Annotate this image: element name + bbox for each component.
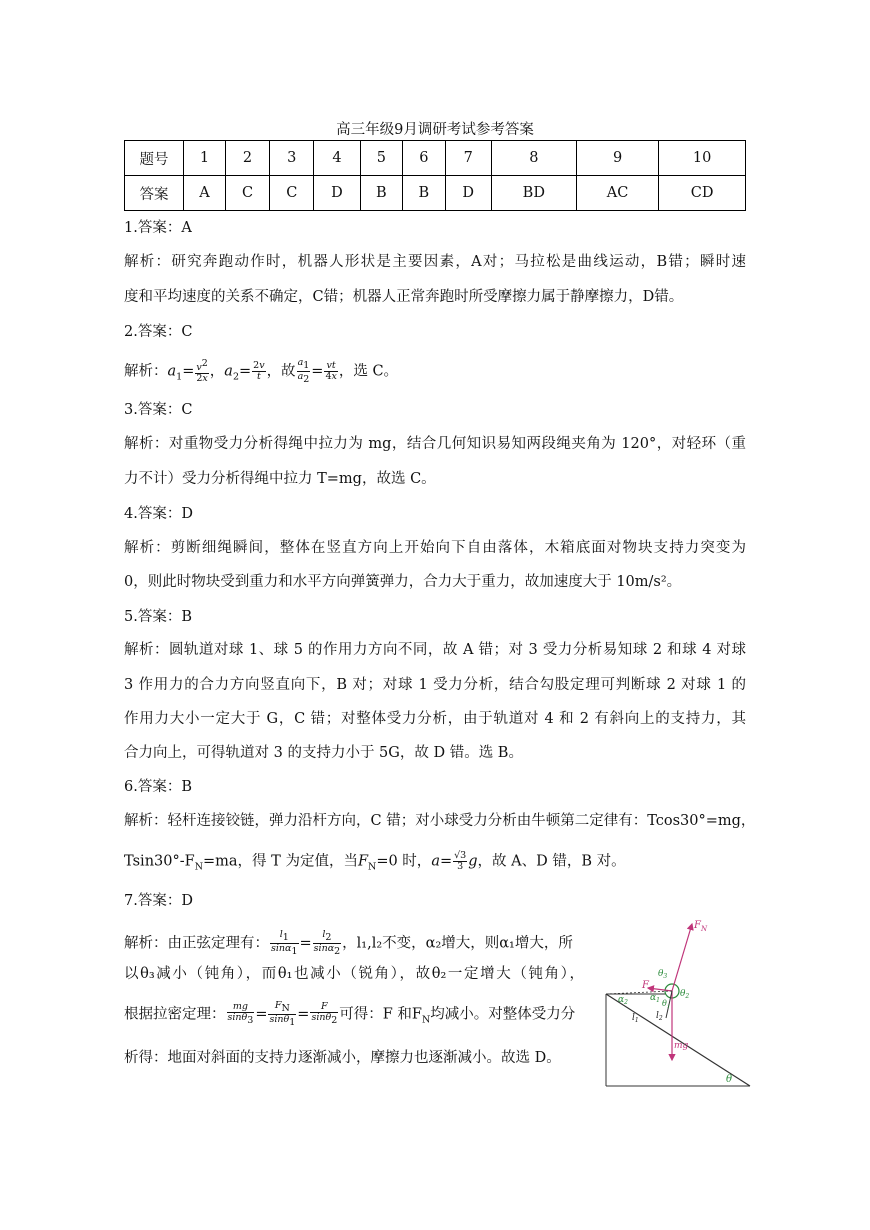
q7-explanation-line: 根据拉密定理： $\frac{mg}{\sin\theta_3}$ = $\frac{F_N}{\sin\theta_1}$ = $\frac{F}{\sin\theta_2}$ 可得：F 和$F_N$均减小。对整体受力分 bbox=[124, 1000, 576, 1028]
q2-prefix: 解析： bbox=[124, 363, 168, 380]
formula-fraction: $\frac{√3}{3}$ bbox=[454, 850, 467, 872]
q7-line1-part: 解析：由正弦定理有： bbox=[124, 935, 269, 952]
q5-explanation-line: 合力向上，可得轨道对 3 的支持力小于 5G，故 D 错。选 B。 bbox=[124, 745, 523, 761]
label-theta2: $\theta_2$ bbox=[680, 989, 690, 1000]
q6-line2-part: ，故 A、D 错，B 对。 bbox=[477, 853, 626, 870]
table-cell: C bbox=[225, 176, 269, 211]
formula-fraction: $\frac{vt}{4x}$ bbox=[325, 359, 337, 382]
q7-force-diagram bbox=[600, 910, 760, 1090]
label-theta: θ bbox=[726, 1074, 733, 1085]
table-cell: A bbox=[184, 176, 226, 211]
q7-line3-part: 根据拉密定理： bbox=[124, 1006, 226, 1023]
table-cell: B bbox=[403, 176, 446, 211]
q7-answer: 7.答案：D bbox=[124, 893, 193, 909]
answer-table bbox=[124, 140, 746, 211]
q1-answer: 1.答案：A bbox=[124, 220, 192, 236]
q6-explanation-line: 解析：轻杆连接铰链，弹力沿杆方向，C 错；对小球受力分析由牛顿第二定律有：Tcos30°=mg， bbox=[124, 813, 756, 829]
normal-force-arrow bbox=[672, 924, 692, 991]
table-header-cell: 答案 bbox=[125, 176, 184, 211]
label-l2: $l_2$ bbox=[656, 1011, 663, 1022]
q6-line2-part: Tsin30°-F bbox=[124, 853, 195, 870]
q5-explanation-line: 解析：圆轨道对球 1、球 5 的作用力方向不同，故 A 错；对 3 受力分析易知球 2 和球 4 对球 bbox=[124, 642, 746, 658]
q3-answer: 3.答案：C bbox=[124, 402, 193, 418]
q4-explanation-line: 解析：剪断细绳瞬间，整体在竖直方向上开始向下自由落体，木箱底面对物块支持力突变为 bbox=[124, 540, 746, 556]
q5-explanation-line: 3 作用力的合力方向竖直向下，B 对；对球 1 受力分析，结合勾股定理可判断球 2 对球 1 的 bbox=[124, 677, 746, 693]
q2-suffix: ，选 C。 bbox=[338, 363, 399, 380]
table-cell: 5 bbox=[360, 141, 403, 176]
table-cell: CD bbox=[659, 176, 746, 211]
label-theta3: $\theta_3$ bbox=[658, 969, 668, 980]
formula-fraction: $\frac{v^2}{2x}$ bbox=[196, 357, 208, 384]
label-fn: $F_N$ bbox=[694, 920, 708, 933]
table-cell: B bbox=[360, 176, 403, 211]
table-cell: D bbox=[445, 176, 491, 211]
table-cell: 4 bbox=[314, 141, 360, 176]
table-cell: D bbox=[314, 176, 360, 211]
q6-explanation-line: $Tsin30^\circ-F_N=ma$，得 T 为定值，当$F_N=0$ 时，a= $\frac{√3}{3}$ g，故 A、D 错，B 对。 bbox=[124, 850, 626, 873]
label-alpha2: $\alpha_2$ bbox=[618, 995, 628, 1006]
q5-explanation-line: 作用力大小一定大于 G，C 错；对整体受力分析，由于轨道对 4 和 2 有斜向上的支持力，其 bbox=[124, 711, 746, 727]
q7-explanation-line: 析得：地面对斜面的支持力逐渐减小，摩擦力也逐渐减小。故选 D。 bbox=[124, 1050, 561, 1066]
table-cell: 9 bbox=[576, 141, 658, 176]
table-header-cell: 题号 bbox=[125, 141, 184, 176]
formula-fraction: $\frac{F_N}{\sin\theta_1}$ bbox=[269, 1000, 296, 1028]
incline-line bbox=[606, 994, 750, 1086]
q7-line1-part: ，l₁,l₂不变，α₂增大，则α₁增大，所 bbox=[342, 935, 573, 952]
table-cell: 8 bbox=[491, 141, 576, 176]
formula-fraction: $\frac{l_2}{\sin\alpha_2}$ bbox=[313, 929, 341, 957]
page-title: 高三年级9月调研考试参考答案 bbox=[336, 122, 534, 138]
table-cell: AC bbox=[576, 176, 658, 211]
formula-fraction: $\frac{F}{\sin\theta_2}$ bbox=[311, 1001, 338, 1027]
table-cell: 1 bbox=[184, 141, 226, 176]
table-row-answers bbox=[125, 176, 746, 211]
table-cell: 2 bbox=[225, 141, 269, 176]
q4-answer: 4.答案：D bbox=[124, 506, 193, 522]
table-cell: 6 bbox=[403, 141, 446, 176]
q6-answer: 6.答案：B bbox=[124, 779, 192, 795]
q7-line3-part: 均减小。对整体受力分 bbox=[430, 1006, 576, 1023]
force-f-arrow bbox=[648, 988, 672, 991]
label-theta1: $\theta_1$ bbox=[662, 999, 671, 1010]
q7-line3-part: 可得：F 和F bbox=[339, 1006, 422, 1023]
label-alpha1: $\alpha_1$ bbox=[650, 993, 660, 1004]
q7-explanation-line: 解析：由正弦定理有： $\frac{l_1}{\sin\alpha_1}$ = $\frac{l_2}{\sin\alpha_2}$ ，l₁,l₂不变，α₂增大，则α₁增大，所 bbox=[124, 929, 573, 957]
q2-answer: 2.答案：C bbox=[124, 324, 193, 340]
table-row-numbers bbox=[125, 141, 746, 176]
table-cell: 7 bbox=[445, 141, 491, 176]
formula-fraction: $\frac{2v}{t}$ bbox=[253, 359, 265, 382]
q7-explanation-line: 以θ₃减小（钝角），而θ₁也减小（锐角），故θ₂一定增大（钝角）， bbox=[124, 966, 584, 982]
table-cell: 10 bbox=[659, 141, 746, 176]
label-l1: $l_1$ bbox=[632, 1013, 639, 1024]
q1-explanation-line: 度和平均速度的关系不确定，C错；机器人正常奔跑时所受摩擦力属于静摩擦力，D错。 bbox=[124, 289, 684, 305]
formula-fraction: $\frac{l_1}{\sin\alpha_1}$ bbox=[271, 929, 298, 957]
q2-explanation: 解析：$a_1=$ $\frac{v^2}{2x}$ ，$a_2=$ $\frac{2v}{t}$ ，故 $\frac{a_1}{a_2}$ = $\frac{vt}{4x}$ ，选 C。 bbox=[124, 357, 399, 385]
table-cell: C bbox=[270, 176, 314, 211]
q6-line2-part: =0 时， bbox=[376, 853, 432, 870]
q3-explanation-line: 解析：对重物受力分析得绳中拉力为 mg，结合几何知识易知两段绳夹角为 120°，对轻环（重 bbox=[124, 436, 746, 452]
q1-explanation-line: 解析：研究奔跑动作时，机器人形状是主要因素，A对；马拉松是曲线运动，B错；瞬时速 bbox=[124, 254, 746, 270]
q4-explanation-line: 0，则此时物块受到重力和水平方向弹簧弹力，合力大于重力，故加速度大于 10m/s²。 bbox=[124, 574, 682, 590]
q6-line2-part: =ma，得 T 为定值，当 bbox=[203, 853, 358, 870]
table-cell: BD bbox=[491, 176, 576, 211]
label-f: F bbox=[642, 980, 649, 991]
q3-explanation-line: 力不计）受力分析得绳中拉力 T=mg，故选 C。 bbox=[124, 471, 436, 487]
q5-answer: 5.答案：B bbox=[124, 609, 192, 625]
formula-fraction: $\frac{mg}{\sin\theta_3}$ bbox=[227, 1001, 254, 1027]
table-cell: 3 bbox=[270, 141, 314, 176]
label-mg: mg bbox=[674, 1041, 689, 1051]
formula-fraction: $\frac{a_1}{a_2}$ bbox=[297, 357, 310, 385]
